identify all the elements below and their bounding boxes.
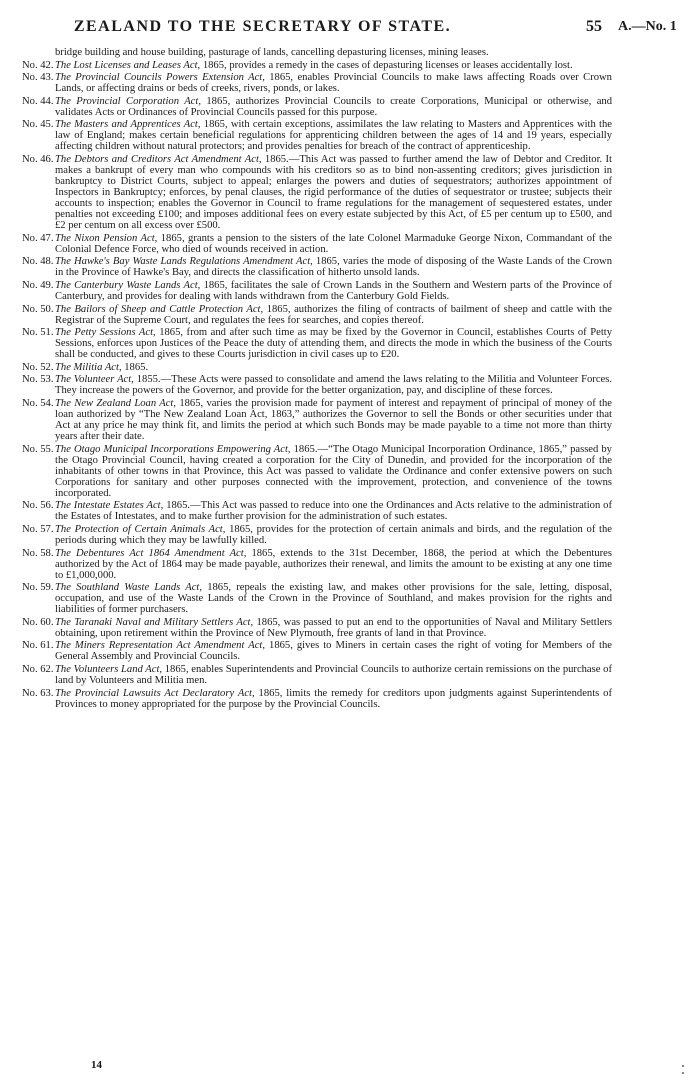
act-title: The Provincial Councils Powers Extension Act, bbox=[55, 72, 265, 84]
scan-mark bbox=[682, 1065, 684, 1067]
act-title: The Masters and Apprentices Act, bbox=[55, 119, 201, 131]
act-description: 1865.—“The Otago Municipal Incorporation Ordinance, 1865,” passed by the Otago Provincial Council, having created a corporation for the City of Dunedin, and provided for the incorporation of the inhabitants of other towns in that Province, this Act was passed to validate the Ordinance and confer extensive powers on such Corporations for sanitary and other purposes connected with the improvement, protection, and convenience of the towns incorporated. bbox=[55, 443, 612, 499]
act-entry bbox=[22, 688, 612, 710]
act-number: No. 48. bbox=[22, 256, 54, 268]
act-entry bbox=[22, 327, 612, 360]
entry-list bbox=[22, 60, 612, 710]
act-entry bbox=[22, 96, 612, 118]
act-description: 1865, limits the remedy for creditors upon judgments against Superintendents of Provinces to money appropriated for the purpose by the Provincial Councils. bbox=[55, 687, 612, 710]
act-entry bbox=[22, 398, 612, 442]
act-entry bbox=[22, 362, 612, 373]
act-title: The Lost Licenses and Leases Act, bbox=[55, 59, 201, 71]
act-title: The Protection of Certain Animals Act, bbox=[55, 523, 226, 535]
act-number: No. 49. bbox=[22, 279, 54, 291]
act-entry bbox=[22, 119, 612, 152]
act-title: The Miners Representation Act Amendment Act, bbox=[55, 640, 266, 652]
act-number: No. 55. bbox=[22, 443, 54, 455]
act-number: No. 51. bbox=[22, 327, 54, 339]
act-entry bbox=[22, 233, 612, 255]
act-number: No. 52. bbox=[22, 361, 54, 373]
act-description: 1865, gives to Miners in certain cases the right of voting for Members of the General Assembly and Provincial Councils. bbox=[55, 640, 612, 663]
act-number: No. 63. bbox=[22, 687, 54, 699]
act-title: The Debentures Act 1864 Amendment Act, bbox=[55, 547, 247, 559]
act-description: 1865, extends to the 31st December, 1868, the period at which the Debentures authorized by the Act of 1864 may be made payable, authorizes their renewal, and limits the amount to be existing at any one time to £1,000,000. bbox=[55, 547, 612, 581]
act-description: 1865, enables Superintendents and Provincial Councils to authorize certain remissions on the purchase of land by Volunteers and Militia men. bbox=[55, 663, 612, 687]
paper-reference: A.—No. 1 bbox=[618, 19, 677, 34]
act-entry bbox=[22, 60, 612, 71]
act-number: No. 58. bbox=[22, 547, 54, 559]
act-description: 1865, repeals the existing law, and makes other provisions for the sale, letting, disposal, occupation, and use of the Waste Lands of the Crown in the Province of Southland, and makes provision for the rights and liabilities of former purchasers. bbox=[55, 582, 612, 616]
act-description: 1865. bbox=[121, 361, 149, 373]
act-entry bbox=[22, 664, 612, 686]
act-title: The Volunteers Land Act, bbox=[55, 663, 163, 675]
act-number: No. 59. bbox=[22, 582, 54, 594]
act-entry bbox=[22, 524, 612, 546]
act-description: 1865, provides for the protection of certain animals and birds, and the regulation of the periods during which they may be lawfully killed. bbox=[55, 523, 612, 546]
act-description: 1855.—These Acts were passed to consolidate and amend the laws relating to the Militia and Volunteer Forces. They increase the powers of the Governor, and provide for the better organization, pay, and discipline of these forces. bbox=[55, 374, 612, 397]
act-description: 1865, enables Provincial Councils to make laws affecting Roads over Crown Lands, or affecting drains or beds of creeks, rivers, ponds, or lakes. bbox=[55, 72, 612, 95]
act-title: The Volunteer Act, bbox=[55, 374, 134, 386]
act-description: 1865, authorizes the filing of contracts of bailment of sheep and cattle with the Registrar of the Supreme Court, and regulates the fees for searches, and copies thereof. bbox=[55, 303, 612, 326]
act-number: No. 60. bbox=[22, 616, 54, 628]
act-entry bbox=[22, 280, 612, 302]
act-description: 1865, grants a pension to the sisters of the late Colonel Marmaduke George Nixon, Commandant of the Colonial Defence Force, who died of wounds received in action. bbox=[55, 232, 612, 255]
act-title: The Petty Sessions Act, bbox=[55, 327, 156, 339]
act-description: 1865, was passed to put an end to the opportunities of Naval and Military Settlers obtaining, upon retirement within the Province of New Plymouth, free grants of land in that Province. bbox=[55, 616, 613, 639]
act-number: No. 53. bbox=[22, 374, 54, 386]
act-entry bbox=[22, 374, 612, 396]
act-number: No. 44. bbox=[22, 95, 54, 107]
act-entry bbox=[22, 304, 612, 326]
act-entry bbox=[22, 72, 612, 94]
act-number: No. 54. bbox=[22, 397, 54, 409]
act-description: 1865.—This Act was passed to further amend the law of Debtor and Creditor. It makes a bankrupt of every man who compounds with his creditors so as to bind non-assenting creditors; gives jurisdiction in bankruptcy to District Courts, subject to appeal; enlarges the powers and duties of sequestrators; authorizes appointment of Inspectors in Bankruptcy; enforces, by penal clauses, the rigid performance of the duties of sequestrator or trustee; subjects their accounts to inspection; enables the Governor in Council to frame regulations for the management of sequestered estates, under penalties not exceeding £100; and imposes additional fees on every estate subjected by this Act, of £5 per centum up to £500, and £2 per centum on all excess over £500. bbox=[55, 153, 612, 232]
act-description: 1865, facilitates the sale of Crown Lands in the Southern and Western parts of the Province of Canterbury, and provides for dealing with lands withdrawn from the Canterbury Gold Fields. bbox=[55, 279, 612, 302]
act-title: The Intestate Estates Act, bbox=[55, 500, 164, 512]
act-number: No. 43. bbox=[22, 72, 54, 84]
act-number: No. 57. bbox=[22, 523, 54, 535]
act-entry bbox=[22, 582, 612, 615]
act-number: No. 45. bbox=[22, 119, 54, 131]
act-title: The Otago Municipal Incorporations Empowering Act, bbox=[55, 443, 291, 455]
act-title: The Taranaki Naval and Military Settlers Act, bbox=[55, 616, 254, 628]
act-title: The Provincial Corporation Act, bbox=[55, 95, 201, 107]
act-title: The Provincial Lawsuits Act Declaratory Act, bbox=[55, 687, 255, 699]
page-number: 55 bbox=[586, 18, 602, 35]
act-number: No. 61. bbox=[22, 640, 54, 652]
act-number: No. 62. bbox=[22, 663, 54, 675]
sheet-number: 14 bbox=[91, 1059, 102, 1071]
document-body bbox=[22, 47, 612, 711]
page-header bbox=[0, 18, 700, 40]
act-entry bbox=[22, 154, 612, 231]
act-entry bbox=[22, 617, 612, 639]
act-description: 1865, with certain exceptions, assimilates the law relating to Masters and Apprentices with the law of England; makes certain beneficial regulations for apprenticing children between the ages of 14 and 19 years, especially affecting children without natural protectors; and provides penalties for breach of the contract of apprenticeship. bbox=[55, 119, 612, 153]
act-number: No. 46. bbox=[22, 153, 54, 165]
act-description: 1865.—This Act was passed to reduce into one the Ordinances and Acts relative to the administration of the Estates of Intestates, and to make further provision for the administration of such estates. bbox=[55, 500, 612, 523]
act-title: The Debtors and Creditors Act Amendment Act, bbox=[55, 153, 262, 165]
act-title: The New Zealand Loan Act, bbox=[55, 397, 177, 409]
scan-mark bbox=[682, 1072, 684, 1074]
act-number: No. 42. bbox=[22, 59, 54, 71]
act-description: 1865, varies the provision made for payment of interest and repayment of principal of money of the loan authorized by “The New Zealand Loan Act, 1863,” authorizes the Governor to sell the Bonds or other securities under that Act at any price he may think fit, and limits the period at which such Bonds may be made payable to a time not more than thirty years after their date. bbox=[55, 397, 612, 443]
act-title: The Nixon Pension Act, bbox=[55, 232, 158, 244]
act-entry bbox=[22, 548, 612, 581]
running-title: ZEALAND TO THE SECRETARY OF STATE. bbox=[73, 18, 452, 35]
act-description: 1865, varies the mode of disposing of the Waste Lands of the Crown in the Province of Hawke's Bay, and directs the classification of hitherto unsold lands. bbox=[55, 256, 613, 279]
act-title: The Bailors of Sheep and Cattle Protection Act, bbox=[55, 303, 264, 315]
act-title: The Militia Act, bbox=[55, 361, 122, 373]
act-description: 1865, authorizes Provincial Councils to create Corporations, Municipal or otherwise, and validates Acts or Ordinances of Provincial Councils passed for this purpose. bbox=[55, 95, 612, 118]
act-number: No. 47. bbox=[22, 232, 54, 244]
act-entry bbox=[22, 444, 612, 499]
act-number: No. 50. bbox=[22, 303, 54, 315]
act-description: 1865, provides a remedy in the cases of depasturing licenses or leases accidentally lost. bbox=[200, 59, 573, 71]
act-description: 1865, from and after such time as may be fixed by the Governor in Council, establishes Courts of Petty Sessions, enforces upon Justices of the Peace the duty of attending them, and directs the mode in which the business of the Courts shall be conducted, and gives to these Courts jurisdiction in civil cases up to £20. bbox=[55, 327, 613, 361]
act-number: No. 56. bbox=[22, 500, 54, 512]
act-entry bbox=[22, 500, 612, 522]
act-entry bbox=[22, 256, 612, 278]
intro-continuation: bridge building and house building, pasturage of lands, cancelling depasturing licenses, mining leases. bbox=[55, 47, 489, 58]
act-title: The Southland Waste Lands Act, bbox=[55, 582, 203, 594]
act-title: The Hawke's Bay Waste Lands Regulations Amendment Act, bbox=[55, 256, 313, 268]
act-title: The Canterbury Waste Lands Act, bbox=[55, 279, 201, 291]
act-entry bbox=[22, 640, 612, 662]
